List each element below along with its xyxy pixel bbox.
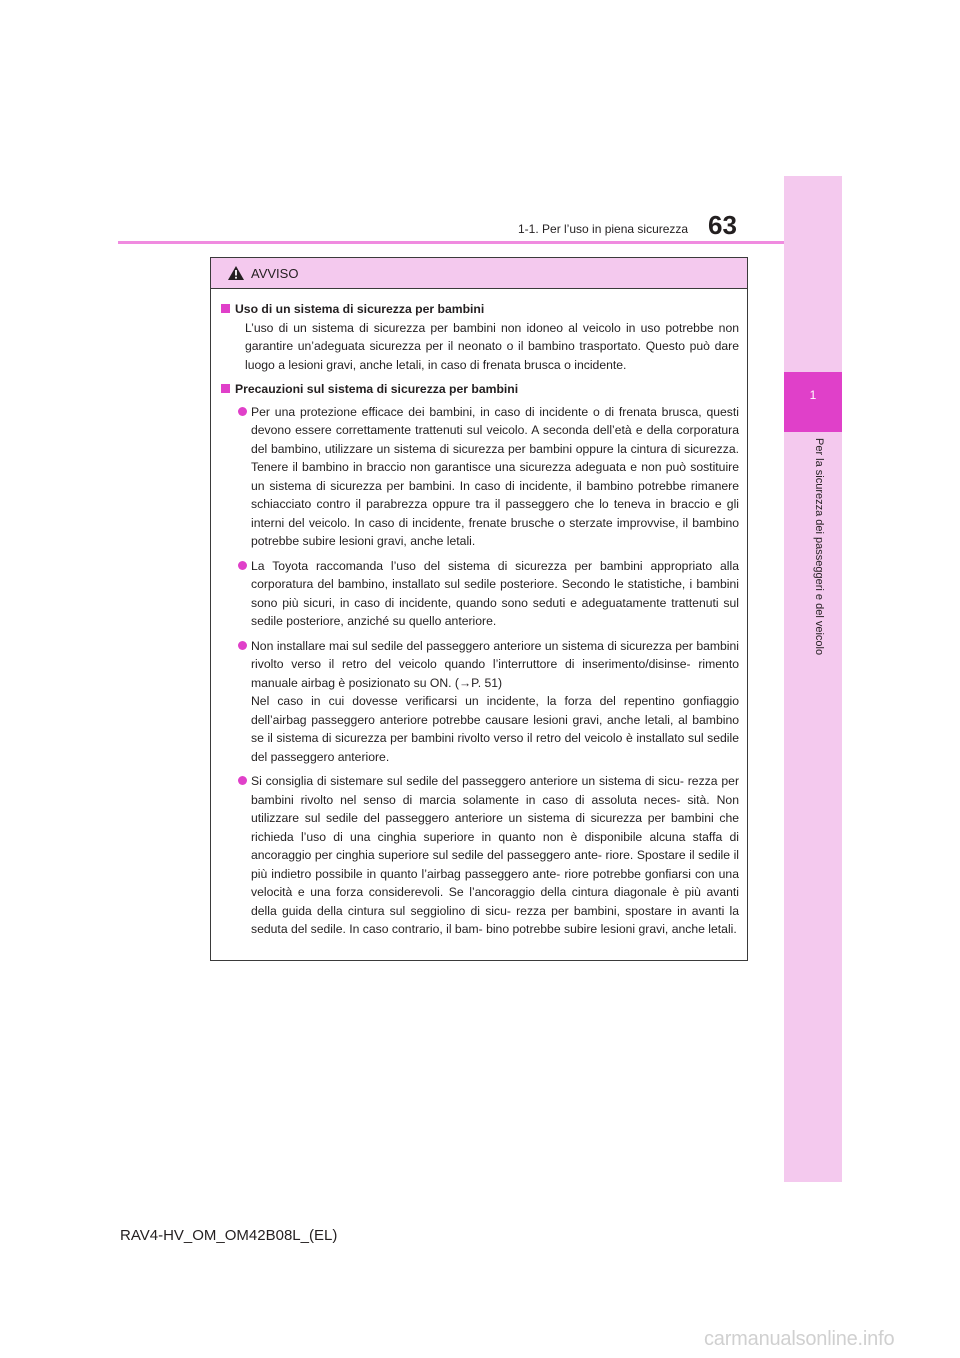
circle-bullet-icon: [238, 561, 247, 570]
chapter-number: 1: [809, 388, 817, 402]
warning-header: [211, 258, 747, 289]
page-number: 63: [708, 210, 737, 240]
warning-box: [210, 257, 748, 961]
square-bullet-icon: [221, 384, 230, 393]
section-heading: Precauzioni sul sistema di sicurezza per bambini: [221, 380, 739, 399]
warning-triangle-icon: [227, 265, 245, 281]
document-code: RAV4-HV_OM_OM42B08L_(EL): [120, 1227, 338, 1244]
side-tab: [784, 176, 842, 1182]
header-rule: [118, 241, 784, 244]
section-title: 1-1. Per l’uso in piena sicurezza: [518, 222, 689, 236]
chapter-title: Per la sicurezza dei passeggeri e del veicolo: [813, 438, 825, 656]
list-item: Si consiglia di sistemare sul sedile del passeggero anteriore un sistema di sicu- rezza per bambini rivolto nel senso di marcia solamente in caso di assoluta neces- sità. Non utilizzare sul sedile del passeggero anteriore un sistema di sicurezza per bambini che richieda l’uso di una cinghia superiore in quanto non è disponibile alcuna staffa di ancoraggio per cinghia superiore sul sedile del passeggero ante- riore. Spostare il sedile il più indietro possibile in quanto l’airbag passeggero ante- riore potrebbe gonfiarsi con una velocità e una forza considerevoli. Se l’ancoraggio della cintura diagonale è più avanti della guida della cintura sul seggiolino di sicu- rezza per bambini, spostare in avanti la seduta del sedile. In caso contrario, il bam- bino potrebbe subire lesioni gravi, anche letali.: [221, 772, 739, 939]
section-heading: Uso di un sistema di sicurezza per bambini: [221, 300, 739, 319]
warning-title: AVVISO: [251, 265, 299, 281]
circle-bullet-icon: [238, 776, 247, 785]
list-item: La Toyota raccomanda l’uso del sistema di sicurezza per bambini appropriato alla corporatura del bambino, installato sul sedile posteriore. Secondo le statistiche, i bambini sono più sicuri, in caso di incidente, quando sono seduti e adeguatamente trattenuti sul sedile posteriore, anziché su quello anteriore.: [221, 557, 739, 631]
side-tab-active-chapter: [784, 372, 842, 432]
list-item: Non installare mai sul sedile del passeggero anteriore un sistema di sicurezza per bambini rivolto verso il retro del veicolo quando l’interruttore di inserimento/disinse- rimento manuale airbag è posizionato su ON. (→P. 51) Nel caso in cui dovesse verificarsi un incidente, la forza del repentino gonfiaggio dell’airbag passeggero anteriore potrebbe causare lesioni gravi, anche letali, al bambino se il sistema di sicurezza per bambini rivolto verso il retro del veicolo è installato sul sedile del passeggero anteriore.: [221, 637, 739, 767]
section-paragraph: L’uso di un sistema di sicurezza per bambini non idoneo al veicolo in uso potrebbe non garantire un’adeguata sicurezza per il neonato o il bambino trasportato. Questo può dare luogo a lesioni gravi, anche letali, in caso di frenata brusca o incidente.: [245, 320, 739, 372]
circle-bullet-icon: [238, 641, 247, 650]
square-bullet-icon: [221, 304, 230, 313]
warning-content: [211, 289, 747, 939]
watermark: carmanualsonline.info: [704, 1328, 895, 1350]
circle-bullet-icon: [238, 407, 247, 416]
list-item: Per una protezione efficace dei bambini, in caso di incidente o di frenata brusca, questi devono essere correttamente trattenuti sul veicolo. A seconda dell’età e della corporatura del bambino, utilizzare un sistema di sicurezza per bambini oppure la cintura di sicurezza. Tenere il bambino in braccio non garantisce una sicurezza adeguata e non può sostituire un sistema di sicurezza per bambini. In caso di incidente, il bambino potrebbe rimanere schiacciato contro il parabrezza oppure tra il passeggero che lo teneva in braccio e gli interni del veicolo. In caso di incidente, frenate brusche o sterzate improvvise, il bambino potrebbe subire lesioni gravi, anche letali.: [221, 403, 739, 551]
